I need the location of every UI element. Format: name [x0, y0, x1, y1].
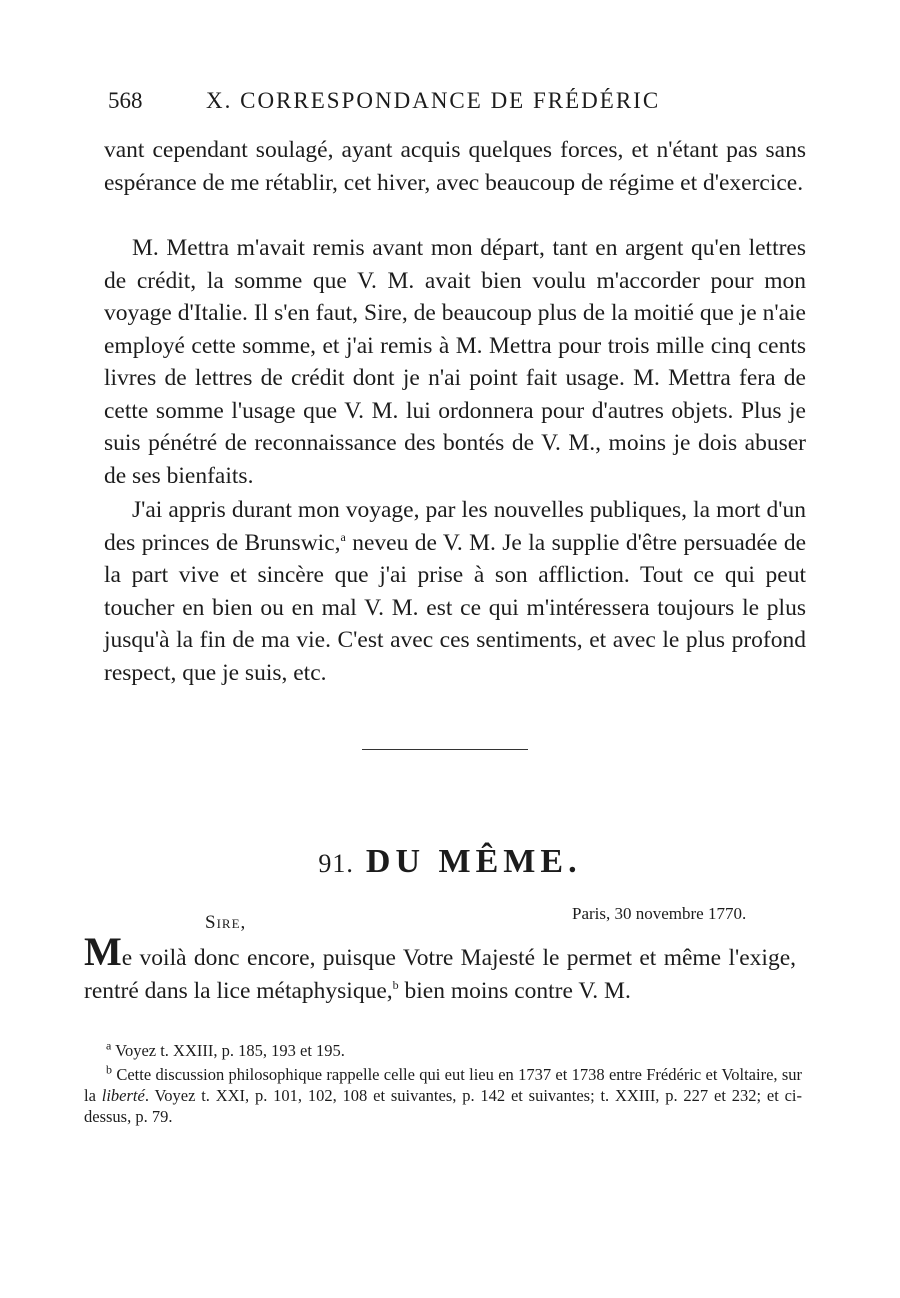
footnote-a-text: Voyez t. XXIII, p. 185, 193 et 195.	[115, 1041, 345, 1060]
running-head	[108, 88, 728, 114]
dateline: Paris, 30 novembre 1770.	[572, 904, 747, 923]
footnote-a	[84, 1040, 802, 1061]
page-number: 568	[108, 88, 143, 113]
drop-cap: M	[84, 929, 122, 974]
running-title: X. CORRESPONDANCE DE FRÉDÉRIC	[206, 88, 661, 113]
section-divider	[362, 749, 528, 750]
footnote-b-italic: liberté	[101, 1086, 145, 1105]
paragraph-continuation: vant cependant soulagé, ayant acquis quelques forces, et n'étant pas sans espérance de me rétablir, cet hiver, avec beaucoup de régime et d'exercice.	[104, 137, 806, 196]
footnote-b-text-1: Cette discussion philosophique rappelle celle qui eut lieu en 1737 et 1738 entre Frédéric et Voltaire, sur la	[84, 1065, 803, 1105]
paragraph-brunswic	[104, 494, 806, 689]
footnotes	[84, 1040, 802, 1130]
paragraph-brunswic-part-1: J'ai appris durant mon voyage, par les nouvelles publiques, la mort d'un des princes de Brunswic,	[104, 497, 806, 556]
letter-heading	[0, 843, 900, 881]
letter-opening-part-2: bien moins contre V. M.	[398, 978, 631, 1004]
footnote-ref-b: b	[392, 978, 399, 993]
footnote-b-mark: b	[106, 1062, 112, 1077]
footnote-ref-a: a	[340, 529, 346, 544]
salutation: Sire,	[205, 912, 247, 933]
paragraph-brunswic-part-2: neveu de V. M. Je la supplie d'être persuadée de la part vive et sincère que j'ai prise à son affliction. Tout ce qui peut toucher en bien ou en mal V. M. est ce qui m'intéressera toujours le plus jusqu'à la fin de ma vie. C'est avec ces sentiments, et avec le plus profond respect, que je suis, etc.	[104, 529, 806, 686]
letter-title: DU MÊME.	[365, 843, 582, 880]
letter-opening-part-1: e voilà donc encore, puisque Votre Majesté le permet et même l'exige, rentré dans la lice métaphysique,	[84, 945, 796, 1004]
footnote-b	[84, 1064, 802, 1127]
letter-number: 91.	[318, 849, 354, 878]
footnote-b-text-2: . Voyez t. XXI, p. 101, 102, 108 et suivantes, p. 142 et suivantes; t. XXIII, p. 227 et 232; et ci-dessus, p. 79.	[84, 1086, 802, 1126]
paragraph-mettra: M. Mettra m'avait remis avant mon départ, tant en argent qu'en lettres de crédit, la somme que V. M. avait bien voulu m'accorder pour mon voyage d'Italie. Il s'en faut, Sire, de beaucoup plus de la moitié que je n'aie employé cette somme, et j'ai remis à M. Mettra pour trois mille cinq cents livres de lettres de crédit dont je n'ai point fait usage. M. Mettra fera de cette somme l'usage que V. M. lui ordonnera pour d'autres objets. Plus je suis pénétré de reconnaissance des bontés de V. M., moins je dois abuser de ses bienfaits.	[104, 235, 806, 489]
letter-opening	[84, 929, 796, 1008]
footnote-a-mark: a	[106, 1038, 112, 1053]
